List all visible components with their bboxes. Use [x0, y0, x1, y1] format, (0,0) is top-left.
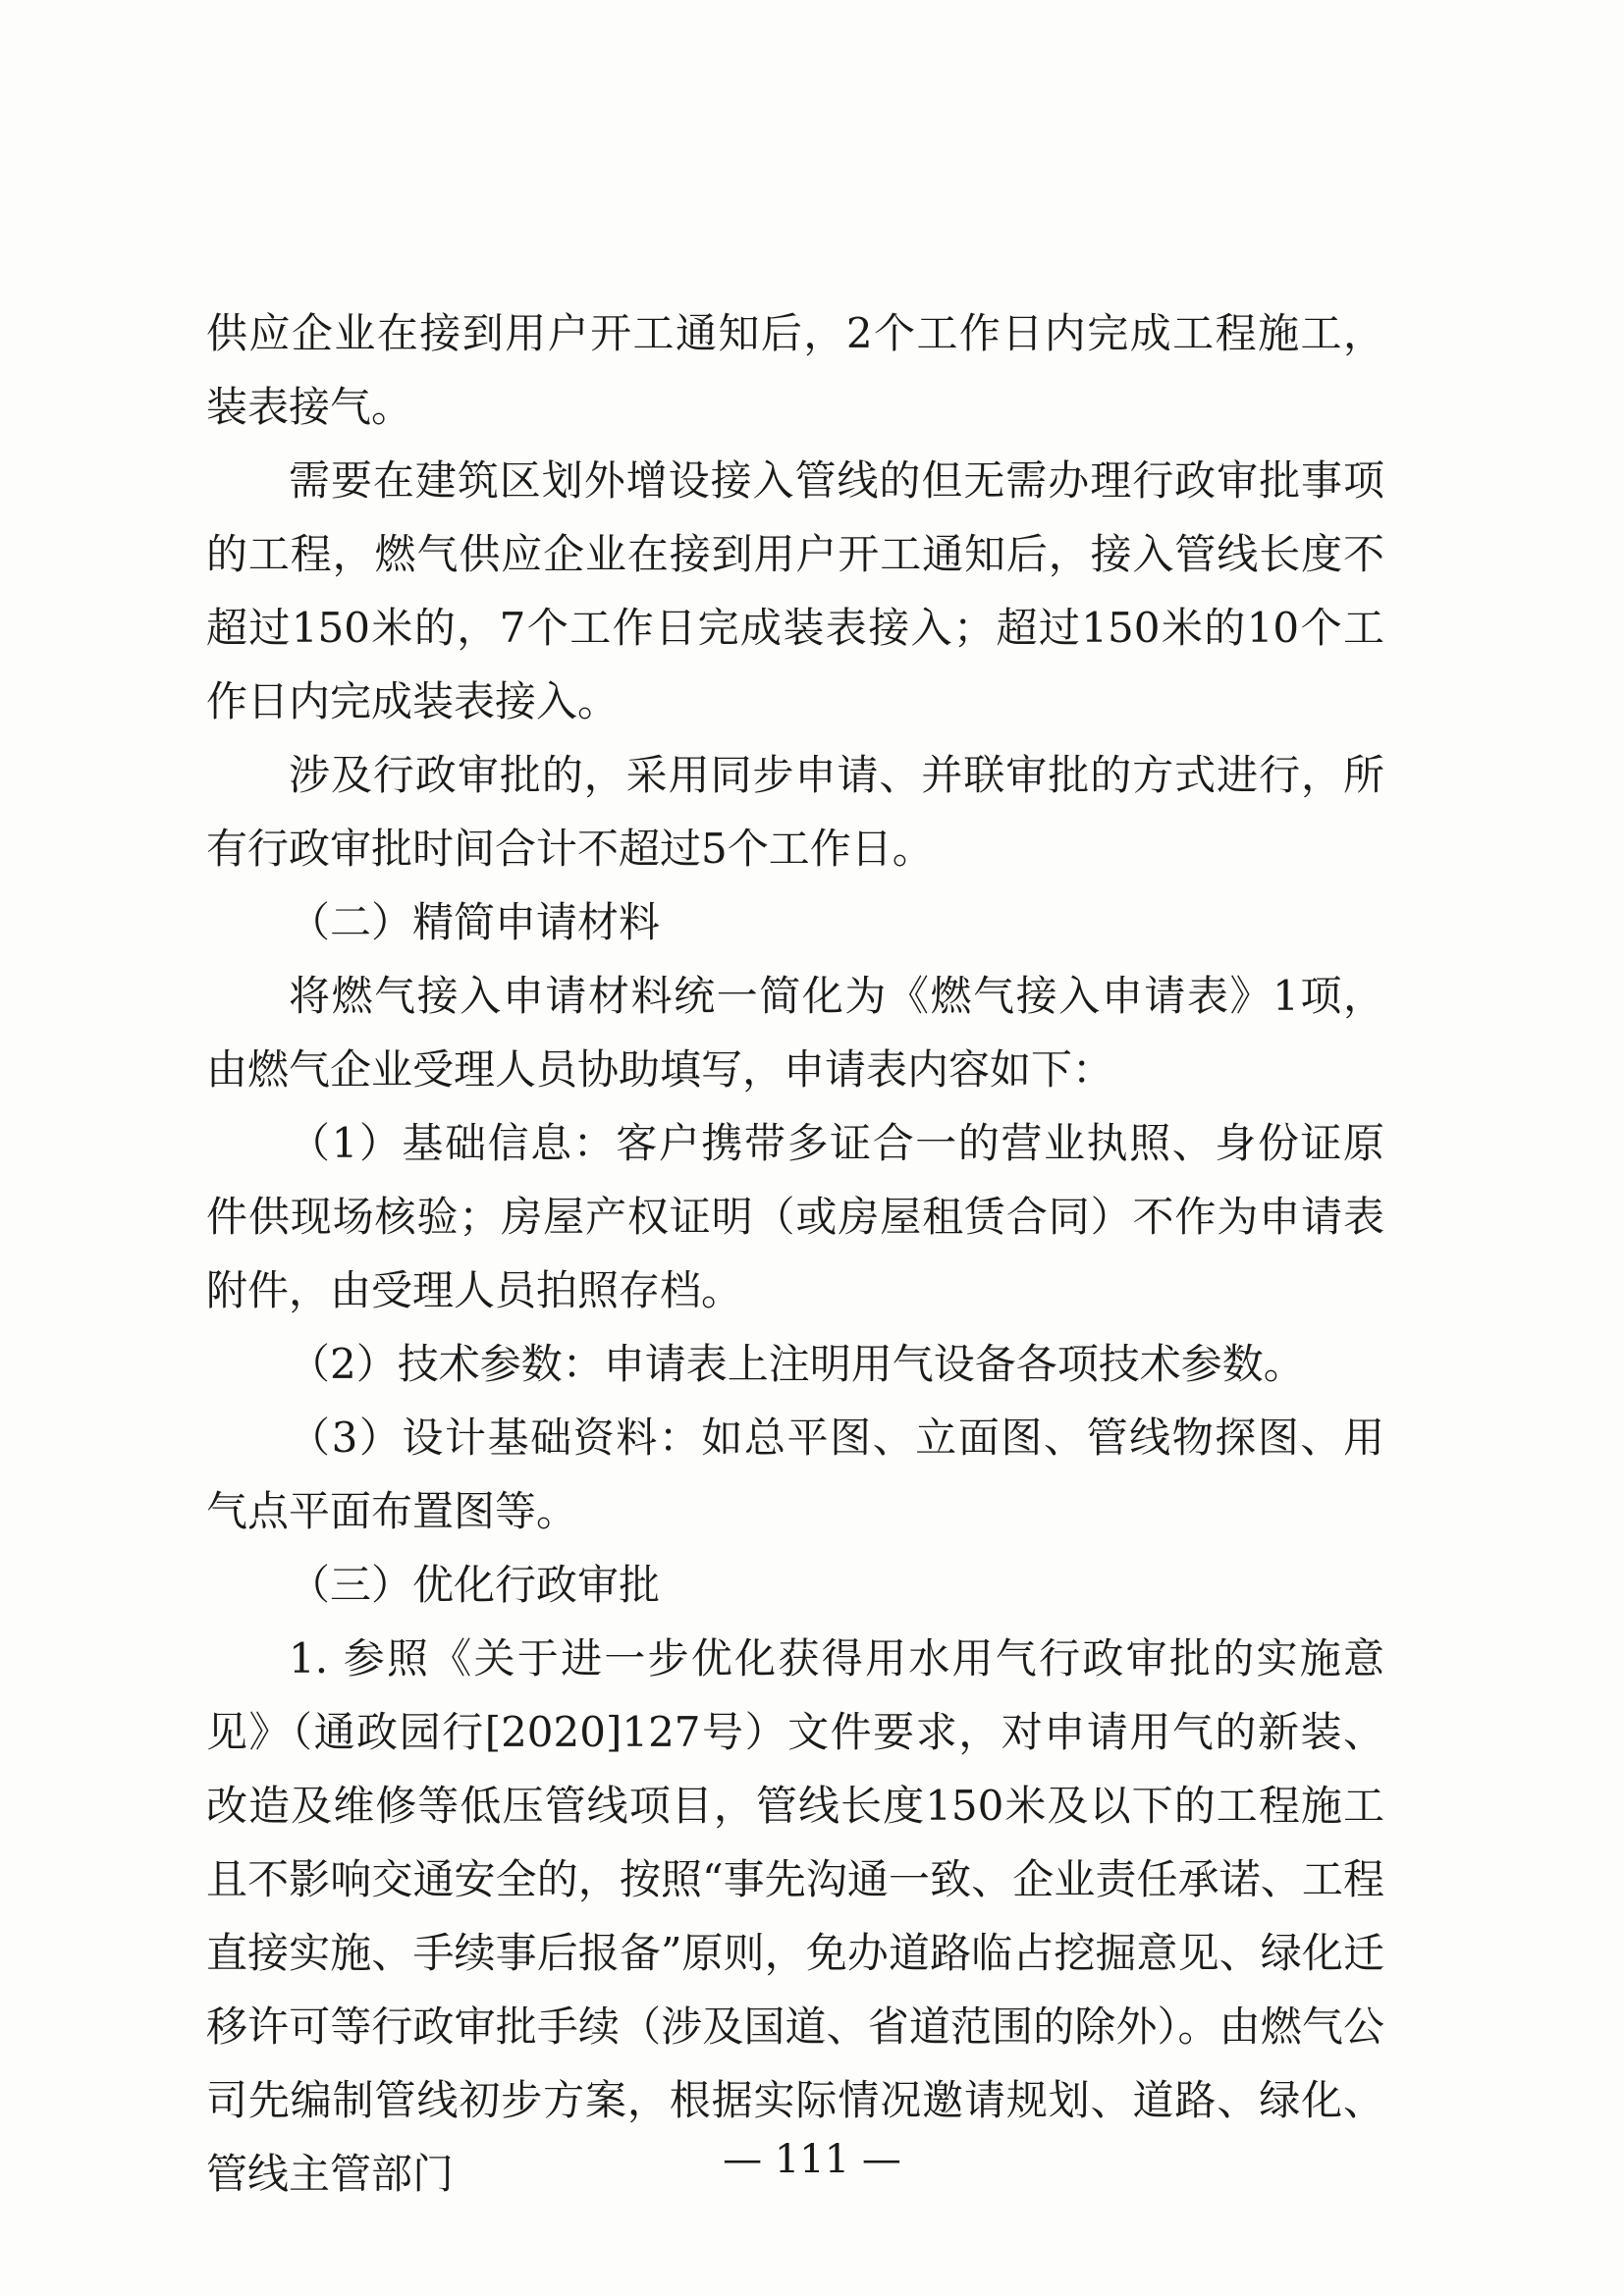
- paragraph-6: （2）技术参数：申请表上注明用气设备各项技术参数。: [289, 1340, 1305, 1388]
- page-number: — 111 —: [723, 2137, 901, 2182]
- paragraph-5: （1）基础信息：客户携带多证合一的营业执照、身份证原件供现场核验；房屋产权证明（或房屋租赁合同）不作为申请表附件，由受理人员拍照存档。: [206, 1119, 1384, 1314]
- paragraph-4: 将燃气接入申请材料统一简化为《燃气接入申请表》1项，由燃气企业受理人员协助填写，申请表内容如下：: [206, 972, 1384, 1094]
- section-heading-3: （三）优化行政审批: [289, 1561, 661, 1609]
- paragraph-1: 供应企业在接到用户开工通知后，2个工作日内完成工程施工，装表接气。: [206, 309, 1384, 431]
- paragraph-7: （3）设计基础资料：如总平图、立面图、管线物探图、用气点平面布置图等。: [206, 1414, 1384, 1535]
- paragraph-2: 需要在建筑区划外增设接入管线的但无需办理行政审批事项的工程，燃气供应企业在接到用户开工通知后，接入管线长度不超过150米的，7个工作日完成装表接入；超过150米的10个工作日内完成装表接入。: [206, 456, 1384, 725]
- section-heading-2: （二）精简申请材料: [289, 898, 661, 946]
- paragraph-3: 涉及行政审批的，采用同步申请、并联审批的方式进行，所有行政审批时间合计不超过5个工作日。: [206, 751, 1384, 873]
- paragraph-8: 1. 参照《关于进一步优化获得用水用气行政审批的实施意见》（通政园行[2020]127号）文件要求，对申请用气的新装、改造及维修等低压管线项目，管线长度150米及以下的工程施工且不影响交通安全的，按照“事先沟通一致、企业责任承诺、工程直接实施、手续事后报备”原则，免办道路临占挖掘意见、绿化迁移许可等行政审批手续（涉及国道、省道范围的除外）。由燃气公司先编制管线初步方案，根据实际情况邀请规划、道路、绿化、管线主管部门: [206, 1634, 1384, 2198]
- body-text: [206, 296, 1384, 2211]
